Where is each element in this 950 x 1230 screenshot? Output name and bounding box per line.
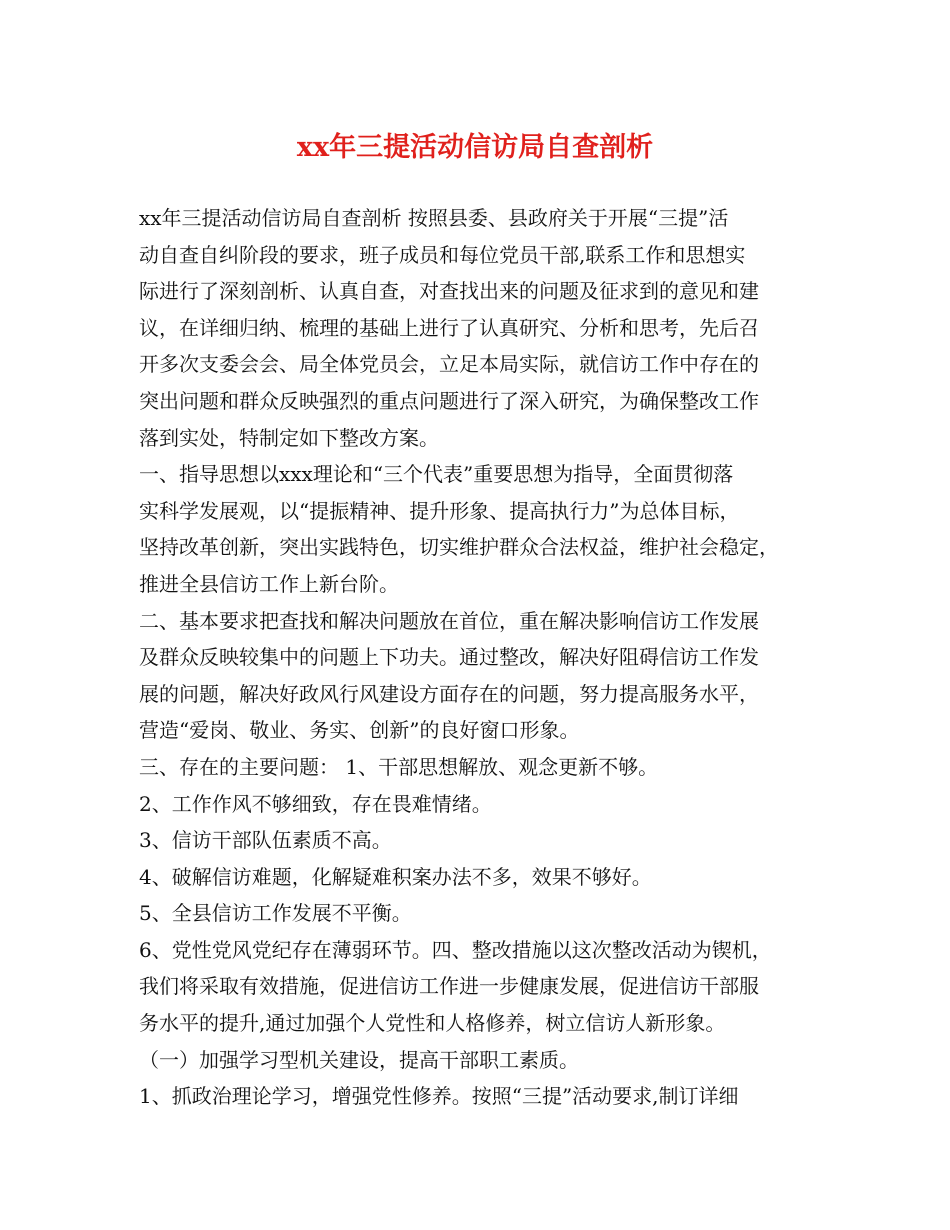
body-line: 坚持改革创新，突出实践特色，切实维护群众合法权益，维护社会稳定， <box>139 535 779 560</box>
body-line: 营造“爱岗、敬业、务实、创新”的良好窗口形象。 <box>139 718 580 743</box>
body-line: 推进全县信访工作上新台阶。 <box>139 571 399 596</box>
body-line: xx年三提活动信访局自查剖析 按照县委、县政府关于开展“三提”活 <box>139 206 729 230</box>
body-line: 3、信访干部队伍素质不高。 <box>139 828 392 853</box>
body-line: （一）加强学习型机关建设，提高干部职工素质。 <box>139 1047 579 1072</box>
body-line: 二、基本要求把查找和解决问题放在首位，重在解决影响信访工作发展 <box>139 608 759 633</box>
body-line: 2、工作作风不够细致，存在畏难情绪。 <box>139 791 492 816</box>
body-line: 动自查自纠阶段的要求，班子成员和每位党员干部,联系工作和思想实 <box>139 242 746 267</box>
body-line: 6、党性党风党纪存在薄弱环节。四、整改措施以这次整改活动为锲机， <box>139 937 772 962</box>
body-line: 际进行了深刻剖析、认真自查，对查找出来的问题及征求到的意见和建 <box>139 279 759 304</box>
body-line: 我们将采取有效措施，促进信访工作进一步健康发展，促进信访干部服 <box>139 974 759 999</box>
body-line: 4、破解信访难题，化解疑难积案办法不多，效果不够好。 <box>139 864 652 889</box>
document-body <box>139 200 819 1115</box>
body-line: 1、抓政治理论学习，增强党性修养。按照“三提”活动要求,制订详细 <box>139 1084 739 1109</box>
body-line: 落到实处，特制定如下整改方案。 <box>139 425 439 450</box>
document-title: xx年三提活动信访局自查剖析 <box>296 132 654 163</box>
body-line: 展的问题，解决好政风行风建设方面存在的问题，努力提高服务水平， <box>139 681 759 706</box>
body-line: 开多次支委会会、局全体党员会，立足本局实际，就信访工作中存在的 <box>139 352 759 377</box>
body-line: 三、存在的主要问题： 1、干部思想解放、观念更新不够。 <box>139 754 659 779</box>
body-line: 一、指导思想以xxx理论和“三个代表”重要思想为指导，全面贯彻落 <box>139 462 734 487</box>
body-line: 及群众反映较集中的问题上下功夫。通过整改，解决好阻碍信访工作发 <box>139 645 759 670</box>
body-line: 实科学发展观，以“提振精神、提升形象、提高执行力”为总体目标， <box>139 498 740 523</box>
body-line: 突出问题和群众反映强烈的重点问题进行了深入研究，为确保整改工作 <box>139 388 759 413</box>
body-line: 务水平的提升,通过加强个人党性和人格修养，树立信访人新形象。 <box>139 1011 726 1036</box>
body-line: 议，在详细归纳、梳理的基础上进行了认真研究、分析和思考，先后召 <box>139 315 759 340</box>
body-line: 5、全县信访工作发展不平衡。 <box>139 901 412 926</box>
